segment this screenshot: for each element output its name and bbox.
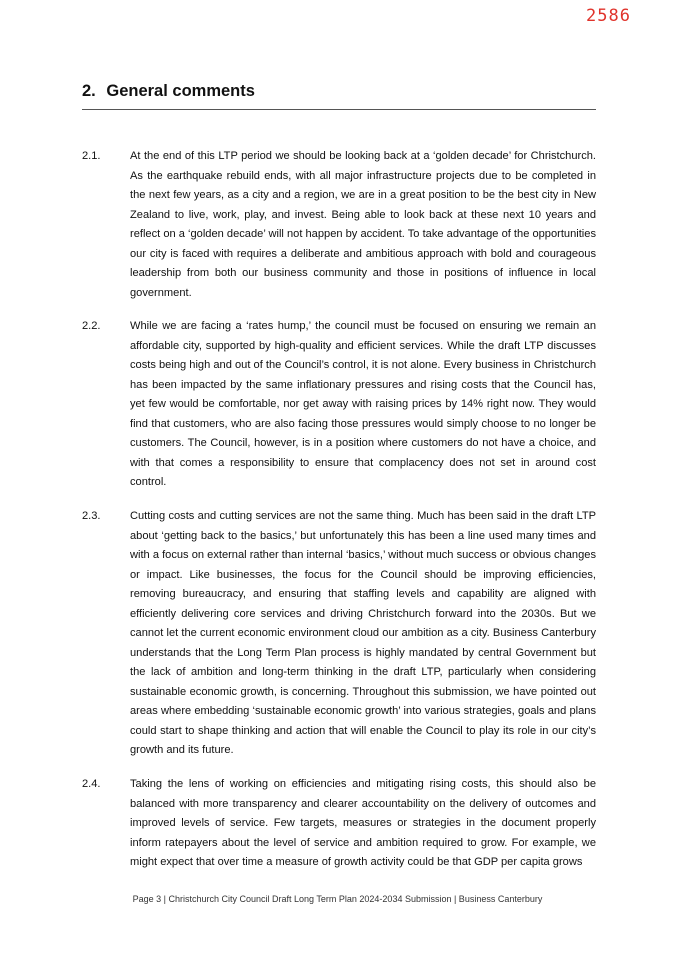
paragraph-number: 2.1. [82,150,101,162]
section-heading [82,80,596,110]
paragraph-2-4 [82,775,596,873]
paragraph-2-3 [82,507,596,761]
paragraph-text: At the end of this LTP period we should be looking back at a ‘golden decade’ for Christchurch. As the earthquake rebuild ends, with all major infrastructure projects due to be completed in the next few years, as a city and a region, we are in a great position to be the best city in New Zealand to live, work, play, and invest. Being able to look back at these next 10 years and reflect on a ‘golden decade’ will not happen by accident. To take advantage of the opportunities our city is faced with requires a deliberate and ambitious approach with bold and courageous leadership from both our business community and those in positions of influence in local government. [130,150,596,299]
section-number: 2. [82,82,96,100]
paragraph-number: 2.3. [82,510,101,522]
paragraph-text: While we are facing a ‘rates hump,’ the council must be focused on ensuring we remain an affordable city, supported by high-quality and efficient services. While the draft LTP discusses costs being high and out of the Council’s control, it is not alone. Every business in Christchurch has been impacted by the same inflationary pressures and rising costs that the Council has, yet few would be comfortable, nor get away with raising prices by 14% right now. They would find that customers, who are also facing those pressures would simply choose to no longer be customers. The Council, however, is in a position where customers do not have a choice, and with that comes a responsibility to ensure that complacency does not set in around cost control. [130,320,596,488]
paragraph-text: Taking the lens of working on efficiencies and mitigating rising costs, this should also be balanced with more transparency and clearer accountability on the delivery of outcomes and improved levels of service. Few targets, measures or strategies in the document properly inform ratepayers about the level of service and ambition required to grow. For example, we might expect that over time a measure of growth activity could be that GDP per capita grows [130,778,596,868]
paragraph-text: Cutting costs and cutting services are not the same thing. Much has been said in the draft LTP about ‘getting back to the basics,’ but unfortunately this has been a line used many times and with a focus on external rather than internal ‘basics,’ without much success or obvious changes or impact. Like businesses, the focus for the Council should be improving efficiencies, removing bureaucracy, and ensuring that staffing levels and capability are aligned with efficiently delivering core services and driving Christchurch forward into the 2030s. But we cannot let the current economic environment cloud our ambition as a city. Business Canterbury understands that the Long Term Plan process is highly mandated by central Government but the lack of ambition and long-term thinking in the draft LTP, particularly when considering sustainable economic growth, is concerning. Throughout this submission, we have pointed out areas where embedding ‘sustainable economic growth’ into various strategies, goals and plans could start to shape thinking and action that will enable the Council to play its role in our city’s growth and its future. [130,510,596,756]
paragraph-2-1 [82,147,596,303]
paragraph-2-2 [82,317,596,493]
page-footer: Page 3 | Christchurch City Council Draft Long Term Plan 2024-2034 Submission | Business Canterbury [132,894,543,904]
section-title: General comments [106,82,255,100]
page-number: 2586 [586,6,631,26]
paragraph-number: 2.4. [82,778,101,790]
paragraph-number: 2.2. [82,320,101,332]
